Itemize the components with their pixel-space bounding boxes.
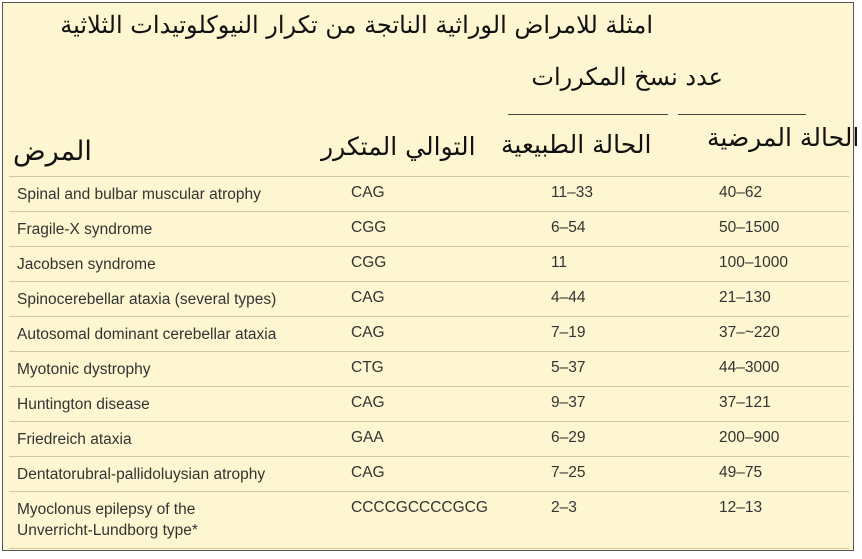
- normal-range: 7–19: [551, 324, 586, 341]
- repeat-sequence: CAG: [351, 184, 385, 201]
- repeat-count-header: عدد نسخ المكررات: [531, 63, 723, 91]
- disease-name: Spinocerebellar ataxia (several types): [17, 291, 277, 308]
- column-header-disease: المرض: [13, 136, 92, 167]
- disease-name-line: Unverricht-Lundborg type*: [17, 522, 198, 539]
- normal-range: 9–37: [551, 394, 586, 411]
- header-underline-disorder: [678, 114, 806, 115]
- normal-range: 11–33: [551, 184, 593, 201]
- disorder-range: 44–3000: [719, 359, 780, 376]
- disease-name: Jacobsen syndrome: [17, 256, 156, 273]
- table-row: [9, 246, 849, 281]
- disease-name-line: Myoclonus epilepsy of the: [17, 501, 196, 518]
- header-underline-normal: [508, 114, 668, 115]
- table-row: [9, 351, 849, 386]
- normal-range: 11: [551, 254, 568, 271]
- normal-range: 4–44: [551, 289, 586, 306]
- normal-range: 2–3: [551, 499, 577, 516]
- table-row: [9, 421, 849, 456]
- repeat-sequence: CAG: [351, 324, 385, 341]
- slide: [2, 2, 860, 551]
- table-row: [9, 491, 849, 549]
- disease-name: Dentatorubral-pallidoluysian atrophy: [17, 466, 266, 483]
- disorder-range: 200–900: [719, 429, 780, 446]
- disorder-range: 21–130: [719, 289, 771, 306]
- repeat-sequence: CAG: [351, 464, 385, 481]
- disorder-range: 100–1000: [719, 254, 788, 271]
- disease-name: Huntington disease: [17, 396, 150, 413]
- disease-name: Fragile-X syndrome: [17, 221, 153, 238]
- disorder-range: 12–13: [719, 499, 763, 516]
- normal-range: 6–29: [551, 429, 586, 446]
- table-row: [9, 281, 849, 316]
- disease-name: [17, 499, 337, 541]
- repeat-sequence: CGG: [351, 219, 387, 236]
- repeat-sequence: GAA: [351, 429, 384, 446]
- normal-range: 6–54: [551, 219, 586, 236]
- slide-title: امثلة للامراض الوراثية الناتجة من تكرار النيوكلوتيدات الثلاثية: [60, 11, 653, 39]
- disorder-range: 40–62: [719, 184, 763, 201]
- table-row: [9, 211, 849, 246]
- repeat-sequence: CTG: [351, 359, 384, 376]
- repeat-sequence: CCCCGCCCCGCG: [351, 499, 488, 516]
- disorder-range: 49–75: [719, 464, 763, 481]
- disease-name: Friedreich ataxia: [17, 431, 132, 448]
- repeat-disorders-table: [9, 176, 849, 549]
- column-header-normal: الحالة الطبيعية: [501, 130, 652, 159]
- repeat-sequence: CGG: [351, 254, 387, 271]
- normal-range: 7–25: [551, 464, 586, 481]
- column-header-disorder: الحالة المرضية: [707, 123, 860, 152]
- table-row: [9, 456, 849, 491]
- column-header-sequence: التوالي المتكرر: [321, 132, 476, 161]
- disorder-range: 37–121: [719, 394, 771, 411]
- normal-range: 5–37: [551, 359, 586, 376]
- disease-name: Spinal and bulbar muscular atrophy: [17, 186, 261, 203]
- table-row: [9, 386, 849, 421]
- table-row: [9, 176, 849, 211]
- repeat-sequence: CAG: [351, 289, 385, 306]
- repeat-sequence: CAG: [351, 394, 385, 411]
- disease-name: Myotonic dystrophy: [17, 361, 151, 378]
- table-row: [9, 316, 849, 351]
- disease-name: Autosomal dominant cerebellar ataxia: [17, 326, 277, 343]
- disorder-range: 50–1500: [719, 219, 780, 236]
- disorder-range: 37–~220: [719, 324, 780, 341]
